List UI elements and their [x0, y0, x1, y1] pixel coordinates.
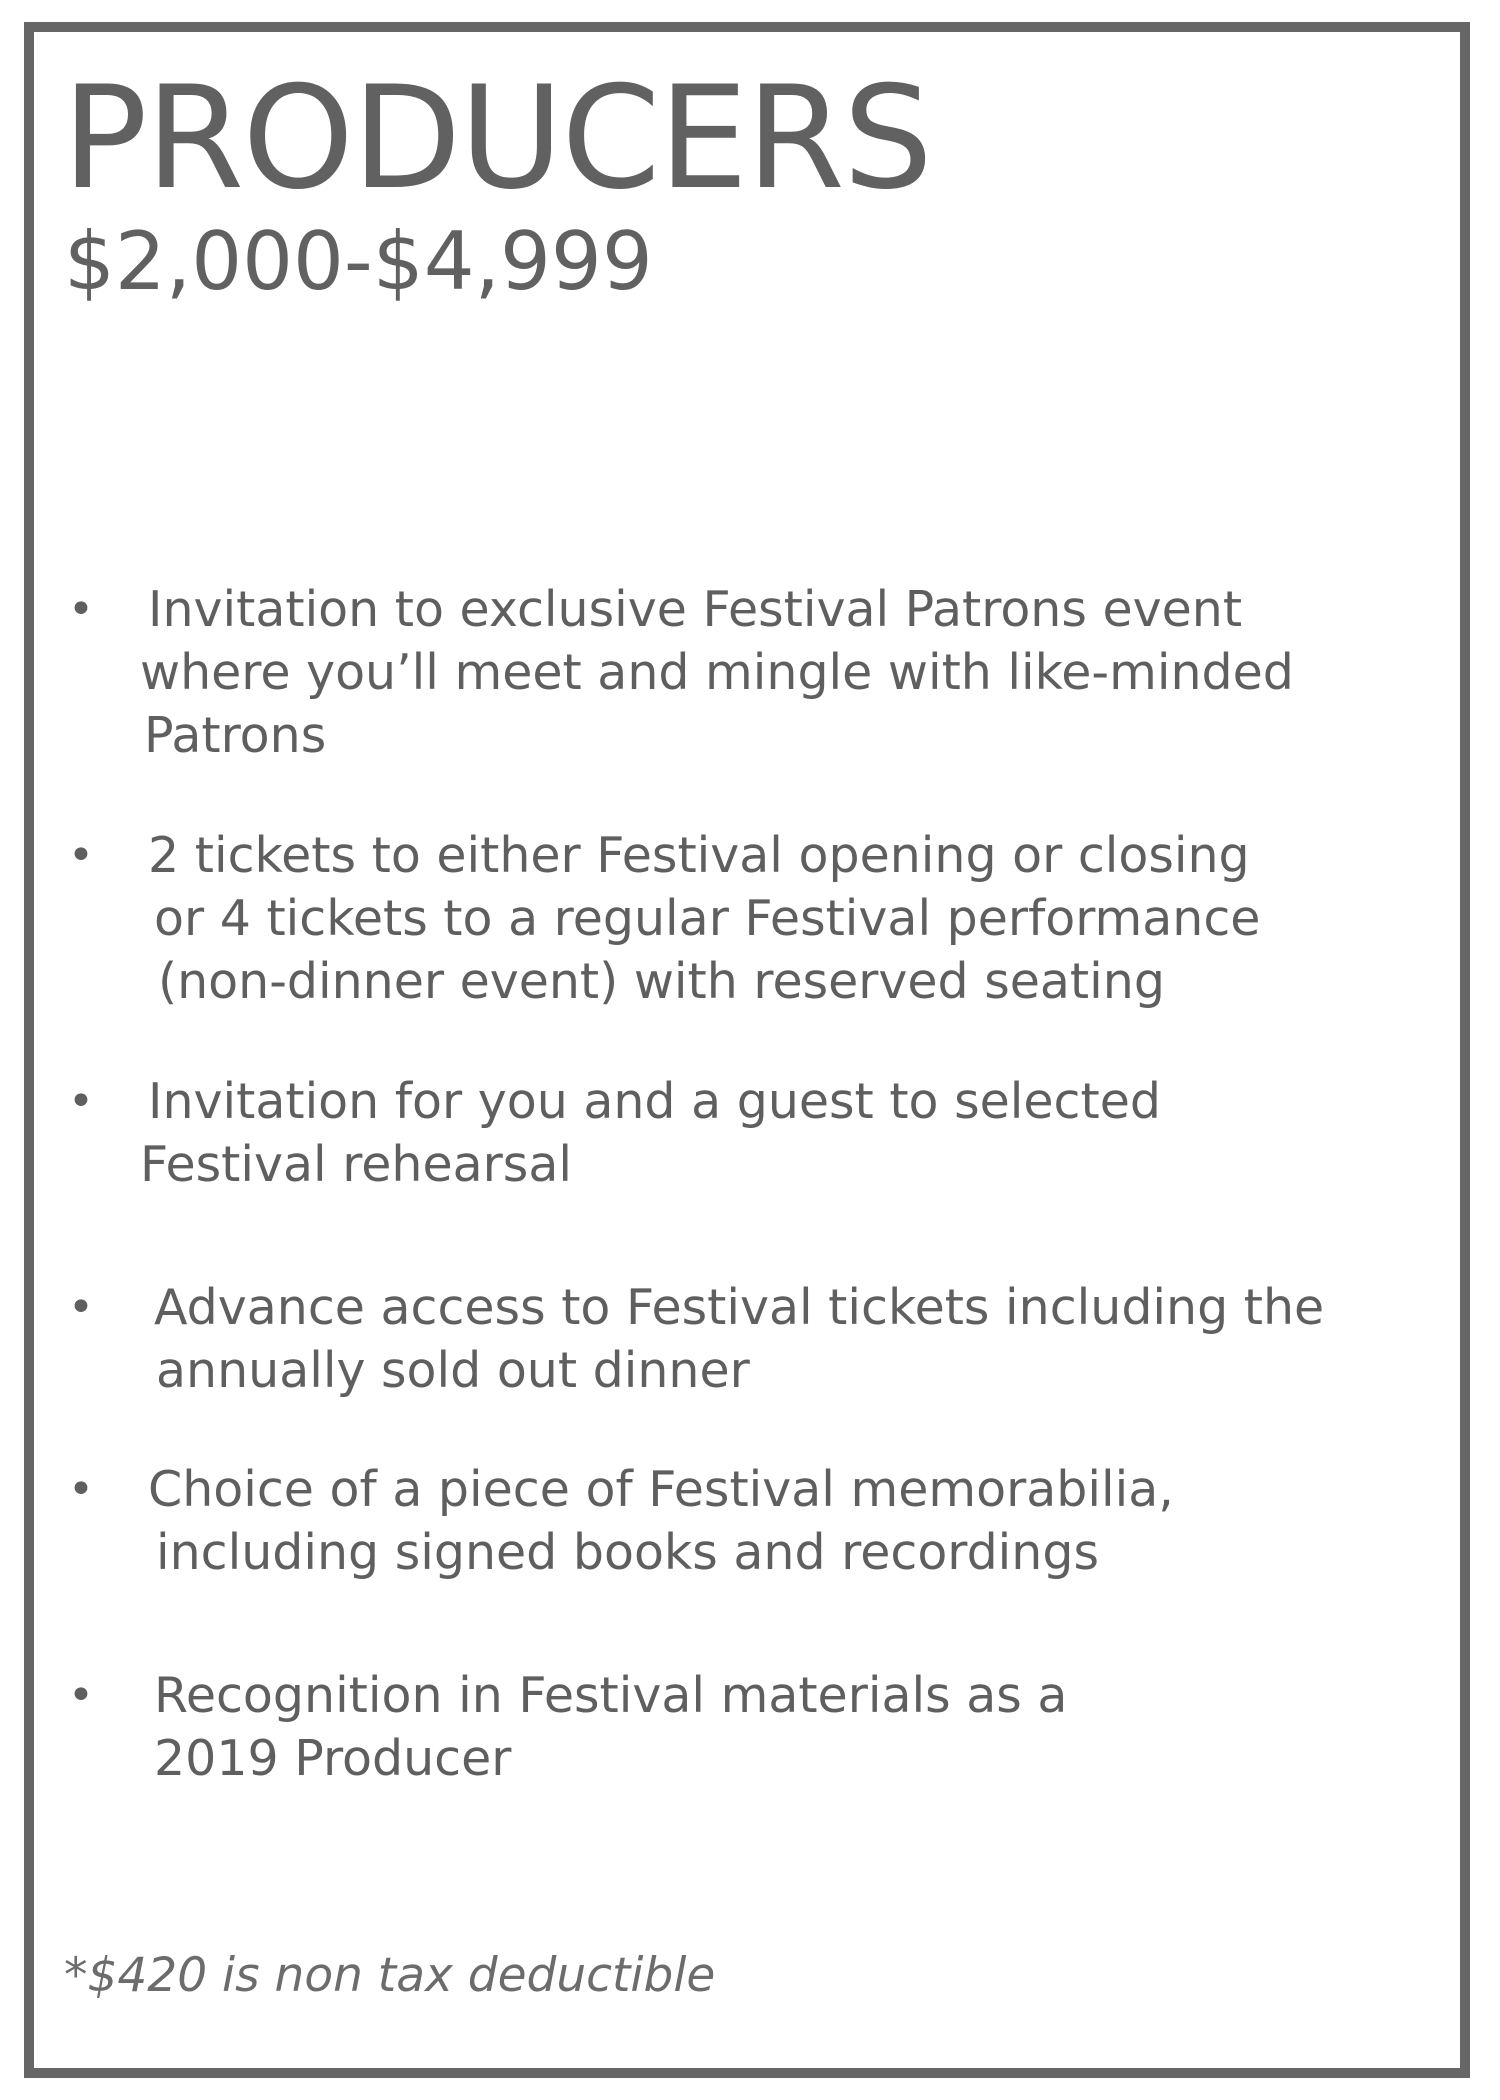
benefit-item — [68, 1458, 1174, 1584]
benefit-line: 2 tickets to either Festival opening or closing — [148, 827, 1250, 884]
benefit-line: Invitation for you and a guest to selected — [148, 1073, 1161, 1130]
tax-footnote: *$420 is non tax deductible — [64, 1948, 716, 2003]
bullet-icon: • — [68, 1282, 94, 1333]
benefit-item — [68, 824, 1260, 1013]
benefit-item — [68, 578, 1294, 767]
benefit-line: 2019 Producer — [154, 1730, 512, 1787]
benefit-line: where you’ll meet and mingle with like-minded — [140, 644, 1294, 701]
tier-title: PRODUCERS — [62, 56, 932, 221]
benefit-line: Advance access to Festival tickets including the — [154, 1279, 1325, 1336]
bullet-icon: • — [68, 1076, 94, 1127]
benefit-line: Choice of a piece of Festival memorabilia, — [148, 1461, 1174, 1518]
bullet-icon: • — [68, 830, 94, 881]
benefit-line: including signed books and recordings — [156, 1524, 1099, 1581]
benefit-line: Recognition in Festival materials as a — [154, 1667, 1068, 1724]
benefit-item — [68, 1276, 1324, 1402]
benefit-line: or 4 tickets to a regular Festival performance — [154, 890, 1261, 947]
tier-price-range: $2,000-$4,999 — [64, 215, 653, 308]
benefit-item — [68, 1664, 1067, 1790]
benefit-line: (non-dinner event) with reserved seating — [158, 953, 1165, 1010]
benefit-line: Festival rehearsal — [140, 1136, 572, 1193]
bullet-icon: • — [68, 1464, 94, 1515]
bullet-icon: • — [68, 1670, 94, 1721]
benefit-line: annually sold out dinner — [156, 1342, 750, 1399]
benefit-line: Patrons — [144, 707, 327, 764]
benefit-line: Invitation to exclusive Festival Patrons event — [148, 581, 1243, 638]
bullet-icon: • — [68, 584, 94, 635]
benefit-item — [68, 1070, 1161, 1196]
